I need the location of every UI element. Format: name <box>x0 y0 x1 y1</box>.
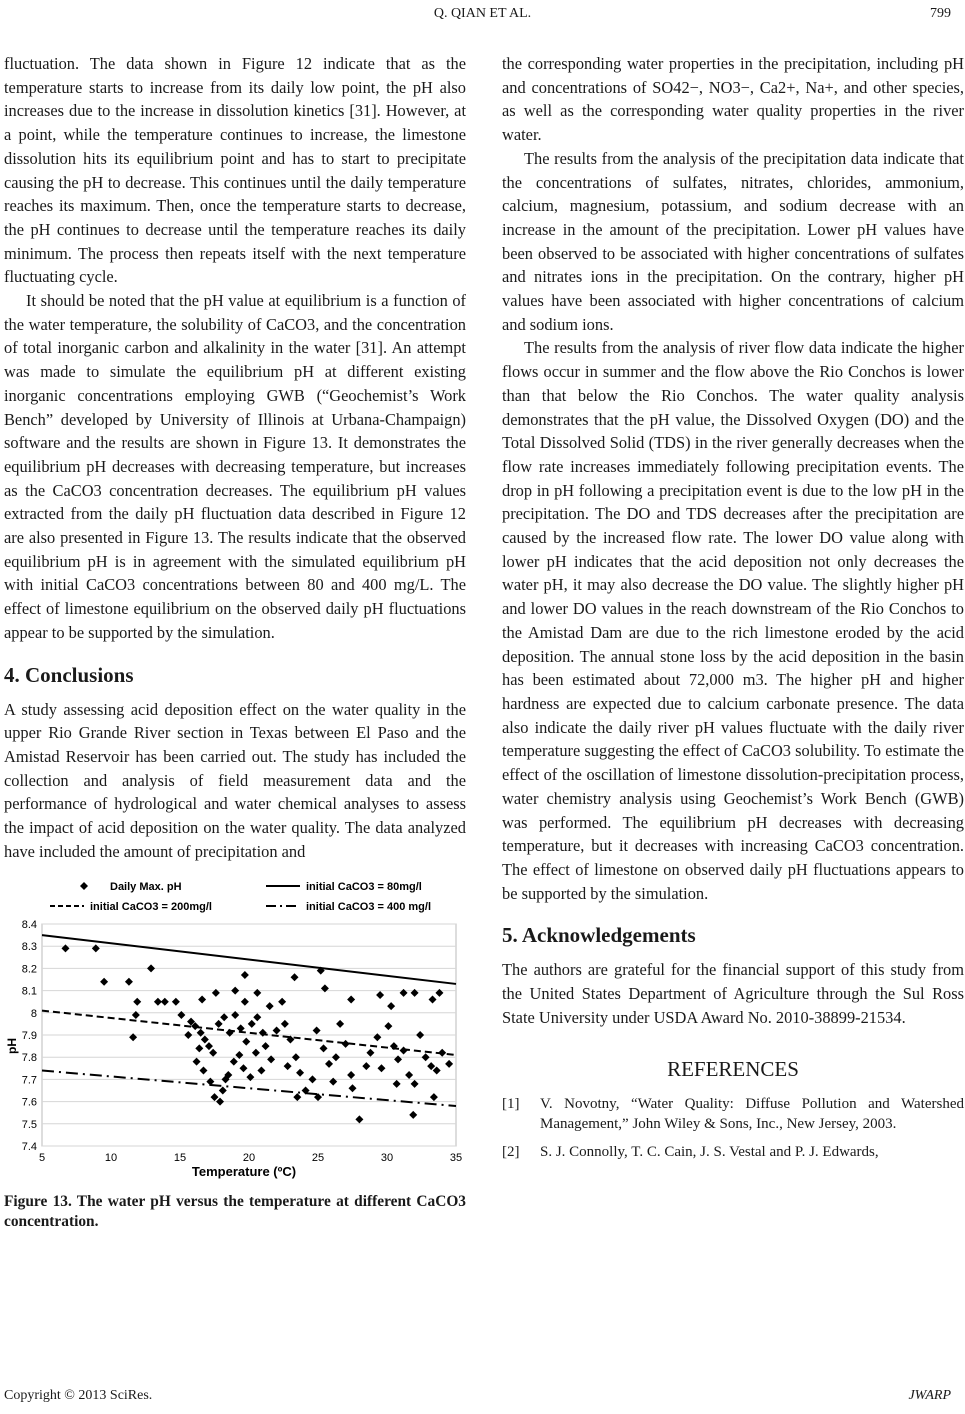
y-tick-label: 7.8 <box>21 1051 37 1064</box>
paragraph: The results from the analysis of the precipitation data indicate that the concentrations of sulfates, nitrates, chlorides, ammonium, calcium, magnesium, potassium, and sodium decrease with an increase in the amount of the precipitation. Lower pH values have been observed to be associated with higher concentrations of sulfates and nitrates ions in the precipitation. On the contrary, higher pH values have been associated with higher concentrations of calcium and sodium ions. <box>502 148 964 334</box>
ph-temperature-chart <box>4 876 466 1186</box>
y-tick-label: 8.1 <box>21 985 37 998</box>
legend-label: initial CaCO3 = 400 mg/l <box>306 900 432 913</box>
figure-13 <box>4 876 466 1186</box>
reference-text: S. J. Connolly, T. C. Cain, J. S. Vestal and P. J. Edwards, <box>540 1144 879 1161</box>
copyright: Copyright © 2013 SciRes. <box>4 1388 153 1403</box>
paragraph: fluctuation. The data shown in Figure 12 indicate that as the temperature starts to increase from its daily low point, the pH also increases due to the increase in dissolution kinetics [31]. However, at a point, while the temperature continues to increase, the limestone dissolution hits its equilibrium point and has to start to precipitate causing the pH to decrease. This continues until the daily temperature reaches its maximum. Then, once the temperature starts to decrease, the pH continues to decrease until the temperature reaches its daily minimum. The process then repeats itself with the next temperature fluctuating cycle. <box>4 54 466 287</box>
references-title: REFERENCES <box>667 1057 799 1082</box>
paragraph: It should be noted that the pH value at equilibrium is a function of the water temperature, the solubility of CaCO3, and the concentration of total inorganic carbon and alkalinity in the water [31]. An attempt was made to simulate the equilibrium pH at different existing inorganic concentrations employing GWB (“Geochemist’s Work Bench” developed by University of Illinois at Urbana-Champaign) software and the results are shown in Figure 13. It demonstrates the equilibrium pH decreases with decreasing temperature, but increases as the CaCO3 concentration decreases. The equilibrium pH values extracted from the daily pH fluctuation data described in Figure 12 are also presented in Figure 13. The results indicate that the observed equilibrium pH is in agreement with the simulated equilibrium pH with initial CaCO3 concentrations between 80 and 400 mg/L. The effect of limestone equilibrium on the observed daily pH fluctuations appear to be supported by the simulation. <box>4 291 466 642</box>
left-column <box>4 52 466 1232</box>
paragraph: the corresponding water properties in the precipitation, including pH and concentrations of SO42−, NO3−, Ca2+, Na+, and other species, as well as the corresponding water quality properties in the river water. <box>502 54 964 145</box>
y-axis-label: pH <box>5 1037 19 1054</box>
running-title: Q. QIAN ET AL. <box>433 6 532 21</box>
reference-item <box>502 1094 964 1134</box>
x-tick-label: 30 <box>380 1151 394 1164</box>
y-tick-label: 8.2 <box>21 962 37 975</box>
section-heading: 5. Acknowledgements <box>502 923 696 948</box>
paragraph: The authors are grateful for the financial support of this study from the United States Department of Agriculture through the Sul Ross State University under USDA Award No. 2010-38899-21534. <box>502 960 964 1027</box>
y-tick-label: 8.3 <box>21 940 37 953</box>
y-tick-label: 7.6 <box>21 1096 37 1109</box>
x-tick-label: 35 <box>449 1151 463 1164</box>
y-tick-label: 7.7 <box>21 1073 37 1086</box>
x-axis-label: Temperature (ºC) <box>191 1163 297 1179</box>
y-tick-label: 8 <box>30 1007 37 1020</box>
reference-text: V. Novotny, “Water Quality: Diffuse Pollution and Watershed Management,” John Wiley & Sons, Inc., New Jersey, 2003. <box>540 1096 964 1133</box>
reference-number: [1] <box>502 1096 520 1113</box>
y-tick-label: 8.4 <box>21 918 37 931</box>
x-tick-label: 10 <box>104 1151 118 1164</box>
legend-label: Daily Max. pH <box>110 880 182 893</box>
x-tick-label: 25 <box>311 1151 325 1164</box>
paragraph: A study assessing acid deposition effect on the water quality in the upper Rio Grande River section in Texas between El Paso and the Amistad Reservoir has been carried out. The study has included the collection and analysis of field measurement data and the performance of hydrological and water chemical analyses to assess the impact of acid deposition on the water quality. The data analyzed have included the amount of precipitation and <box>4 699 466 861</box>
y-tick-label: 7.5 <box>21 1118 37 1131</box>
x-tick-label: 20 <box>242 1151 256 1164</box>
y-tick-label: 7.4 <box>21 1140 37 1153</box>
reference-number: [2] <box>502 1144 520 1161</box>
legend-label: initial CaCO3 = 80mg/l <box>306 880 422 893</box>
legend-label: initial CaCO3 = 200mg/l <box>90 900 212 913</box>
paragraph: The results from the analysis of river flow data indicate the higher flows occur in summer and the flow above the Rio Conchos is lower than that below the Rio Conchos. The water quality analysis demonstrates that the pH value, the Dissolved Oxygen (DO) and the Total Dissolved Solid (TDS) in the river generally decreases when the flow rate increases immediately following precipitation events. The drop in pH following a precipitation event is due to the low pH in the precipitation. The DO and TDS decreases after the precipitation are caused by the increased flow rate. The lower DO value along with lower pH indicates that the acid deposition not only decreases the water pH, it may also decrease the DO value. The slightly higher pH and lower DO values in the reach downstream of the Rio Conchos to the Amistad Dam are due to the rich limestone eroded by the acid deposition. The annual stone loss by the acid deposition in the basin has been estimated about 72,000 m3. The higher pH and higher hardness are expected due to calcium carbonate presence. The data also indicate the daily river pH values fluctuate with the daily river temperature suggesting the effect of CaCO3 solubility. To estimate the effect of the oscillation of limestone dissolution-precipitation process, water chemistry analysis using Geochemist’s Work Bench (GWB) was performed. The equilibrium pH decreases with decreasing temperature, but it decreases with increasing CaCO3 concentration. The effect of limestone on observed daily pH fluctuations appears to be supported by the simulation. <box>502 338 964 903</box>
x-tick-label: 15 <box>173 1151 187 1164</box>
reference-item <box>502 1142 964 1162</box>
page-header <box>0 6 965 26</box>
figure-caption: Figure 13. The water pH versus the temperature at different CaCO3 concentration. <box>4 1192 466 1230</box>
x-tick-label: 5 <box>38 1151 46 1164</box>
page-number: 799 <box>930 6 951 21</box>
section-heading: 4. Conclusions <box>4 662 134 687</box>
y-tick-label: 7.9 <box>21 1029 37 1042</box>
right-column <box>502 52 964 1170</box>
page-footer <box>4 1388 951 1406</box>
journal-name: JWARP <box>908 1388 951 1403</box>
